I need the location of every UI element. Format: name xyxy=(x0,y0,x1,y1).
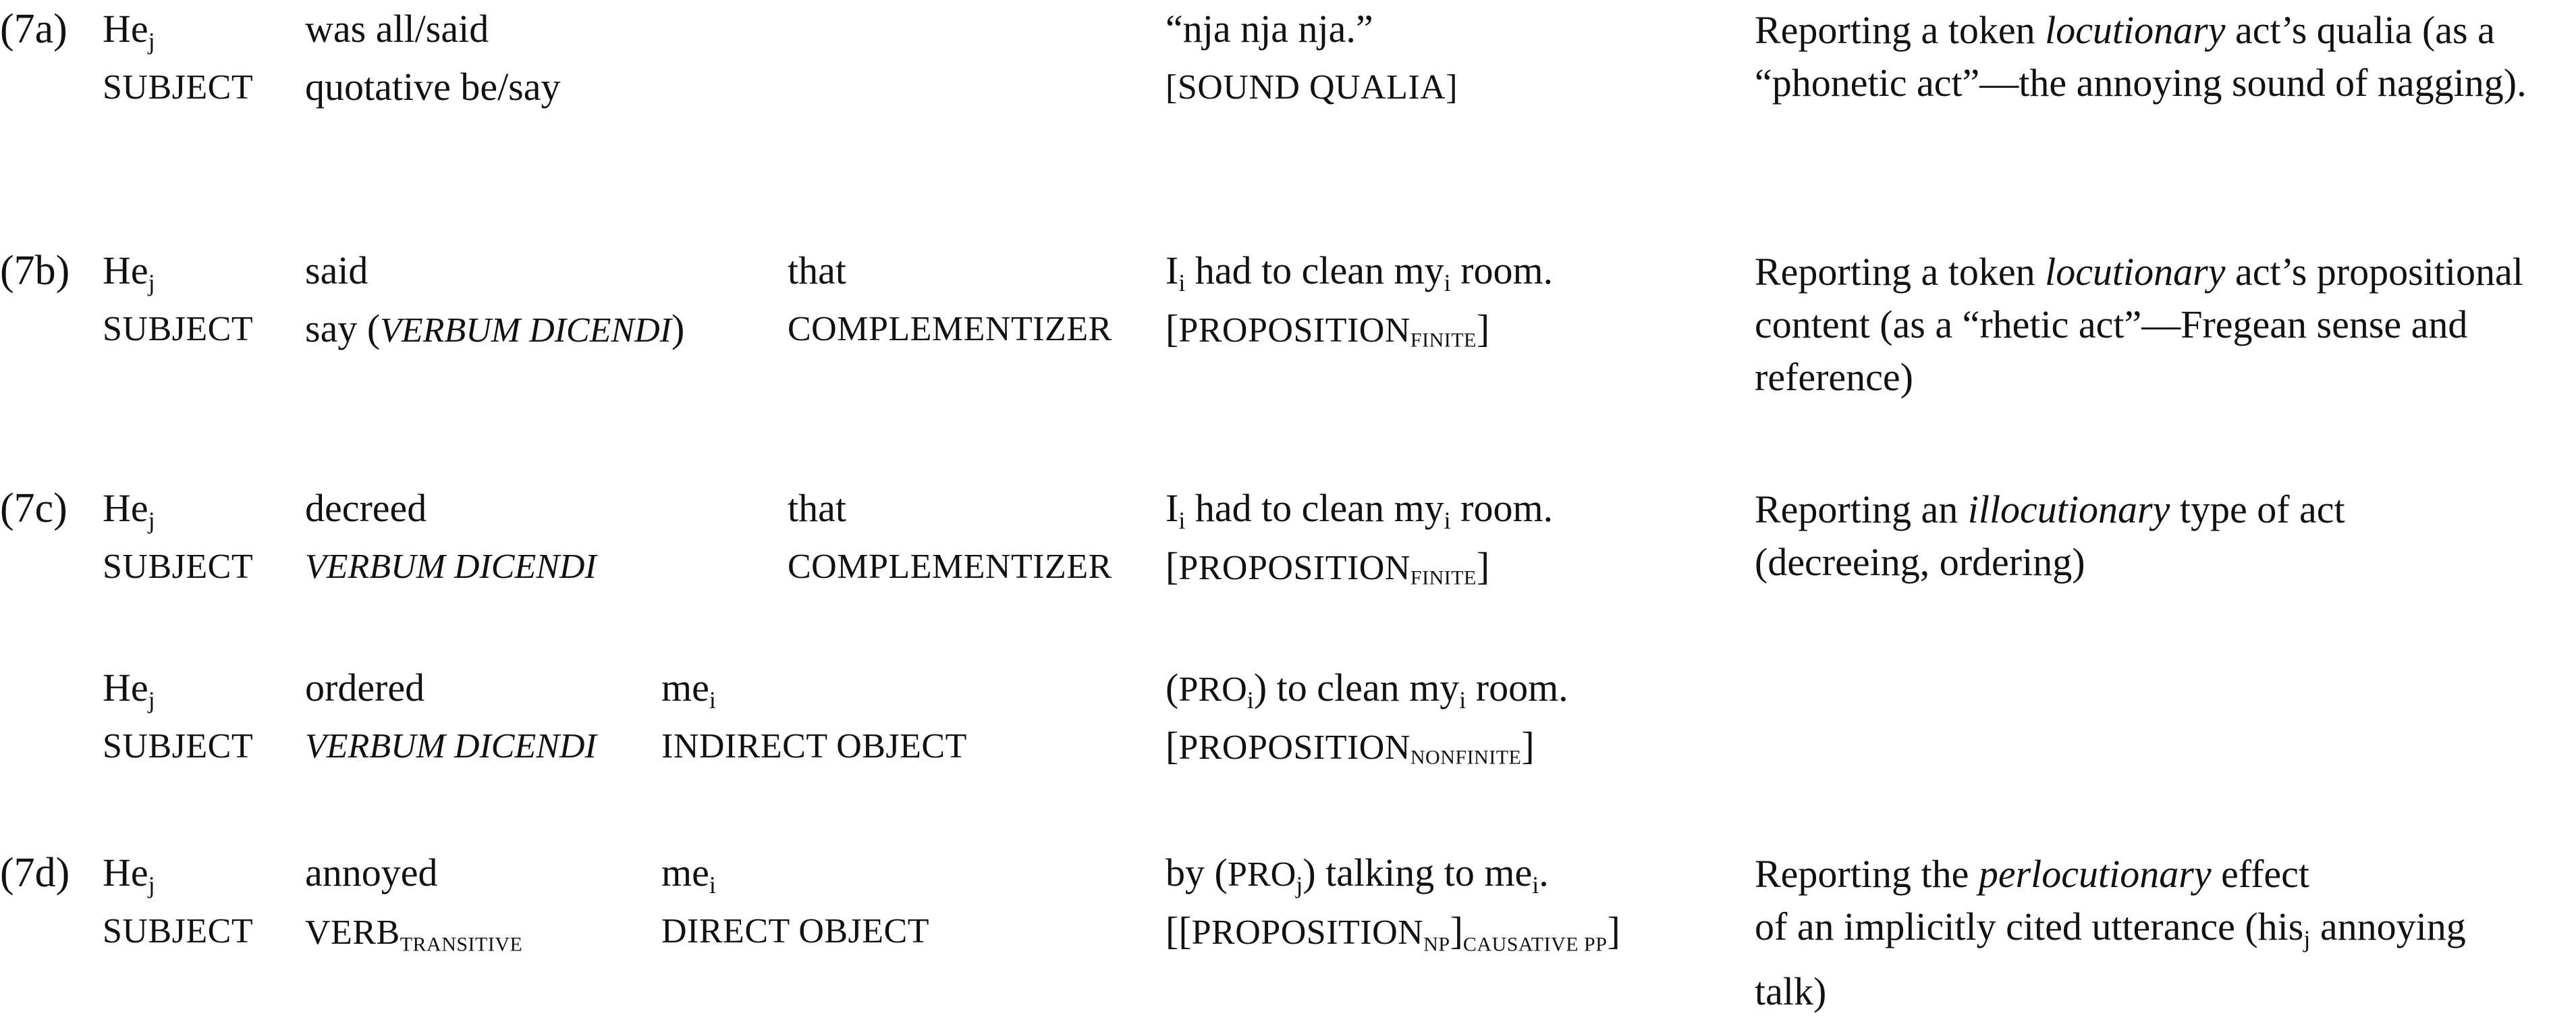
comment-7c xyxy=(1755,483,2497,589)
quote-text: “nja nja nja.” xyxy=(1166,7,1373,51)
prop-part: room. xyxy=(1450,248,1554,292)
gloss-verb xyxy=(305,911,522,955)
gloss-proposition xyxy=(1166,726,1535,768)
bracket: ] xyxy=(1607,909,1620,953)
prop-part: I xyxy=(1166,248,1179,292)
gloss-subject: SUBJECT xyxy=(103,68,254,107)
comment-emphasis: locutionary xyxy=(2045,250,2226,294)
comment-text: Reporting an xyxy=(1755,487,1968,531)
gloss-proposition xyxy=(1166,306,1490,352)
subject-index: j xyxy=(148,871,155,899)
bracket: [ xyxy=(1166,544,1179,588)
prop-part: ( xyxy=(1166,666,1179,709)
bracket: ] xyxy=(1521,724,1535,768)
comment-text: annoying xyxy=(2310,905,2466,948)
gloss-subscript: CAUSATIVE PP xyxy=(1462,933,1608,956)
gloss-verb: VERBUM DICENDI xyxy=(305,547,597,586)
gloss-object: DIRECT OBJECT xyxy=(661,912,930,950)
subject-word xyxy=(103,668,155,713)
bracket: ] xyxy=(1450,909,1463,953)
prop-index: i xyxy=(1178,506,1186,534)
gloss-subscript: NP xyxy=(1423,933,1450,956)
subject-index: j xyxy=(148,506,155,534)
comment-text: effect xyxy=(2211,852,2309,896)
prop-part: had to clean my xyxy=(1185,248,1444,292)
bracket: ] xyxy=(1476,544,1490,588)
gloss-complementizer: COMPLEMENTIZER xyxy=(788,547,1112,586)
pro-element: PRO xyxy=(1178,670,1247,709)
subject-word xyxy=(103,9,155,54)
gloss-object: INDIRECT OBJECT xyxy=(661,727,967,766)
bracket: [ xyxy=(1166,306,1179,350)
gloss-part: ) xyxy=(671,306,685,350)
gloss-subject: SUBJECT xyxy=(103,912,254,950)
comment-index: j xyxy=(2303,925,2311,953)
comment-emphasis: locutionary xyxy=(2045,8,2226,52)
subject-text: He xyxy=(103,666,148,709)
prop-index: i xyxy=(1532,871,1539,899)
prop-part: I xyxy=(1166,486,1179,530)
verb-word: annoyed xyxy=(305,851,438,894)
gloss-part: PROPOSITION xyxy=(1178,728,1410,767)
gloss-verb xyxy=(305,306,685,350)
verb-word: said xyxy=(305,248,368,292)
verb-word: was all/said xyxy=(305,7,489,51)
bracket: ] xyxy=(1476,306,1490,350)
prop-index: i xyxy=(1459,686,1467,714)
prop-part: had to clean my xyxy=(1185,486,1444,530)
prop-part: by ( xyxy=(1166,851,1228,894)
pro-element: PRO xyxy=(1227,855,1296,894)
gloss-subject: SUBJECT xyxy=(103,547,254,586)
gloss-part: VERB xyxy=(305,913,400,952)
proposition-text xyxy=(1166,248,1554,296)
prop-part: ) to clean my xyxy=(1253,666,1460,709)
comment-line xyxy=(1755,848,2466,901)
gloss-verb: quotative be/say xyxy=(305,65,561,109)
comment-line xyxy=(1755,901,2466,965)
subject-word xyxy=(103,853,155,898)
gloss-complementizer: COMPLEMENTIZER xyxy=(788,310,1112,348)
complementizer-word: that xyxy=(788,486,846,530)
comment-text: act’s propositional content (as a “rhetic act”—Fregean sense and reference) xyxy=(1755,250,2523,399)
comment-text: act’s qualia (as a “phonetic act”—the annoying sound of nagging). xyxy=(1755,8,2527,105)
gloss-subscript: TRANSITIVE xyxy=(400,933,523,956)
bracket: [ xyxy=(1166,724,1179,768)
subject-word xyxy=(103,248,155,296)
gloss-subject: SUBJECT xyxy=(103,310,254,348)
example-label: (7a) xyxy=(0,6,67,52)
bracket: [[ xyxy=(1166,909,1192,953)
subject-text: He xyxy=(103,486,148,530)
subject-index: j xyxy=(148,686,155,714)
gloss-verb: VERBUM DICENDI xyxy=(305,727,597,766)
proposition-text xyxy=(1166,853,1549,898)
comment-emphasis: perlocutionary xyxy=(1978,852,2212,896)
prop-part: ) talking to me xyxy=(1303,851,1533,894)
subject-text: He xyxy=(103,851,148,894)
object-word xyxy=(661,668,716,713)
gloss-quote: [SOUND QUALIA] xyxy=(1166,68,1458,107)
prop-index: i xyxy=(1444,506,1451,534)
comment-text: Reporting a token xyxy=(1755,8,2046,52)
gloss-proposition xyxy=(1166,911,1620,955)
gloss-subject: SUBJECT xyxy=(103,727,254,766)
comment-7d xyxy=(1755,848,2466,1018)
gloss-subscript: FINITE xyxy=(1410,329,1477,352)
prop-part: room. xyxy=(1450,486,1554,530)
complementizer-word: that xyxy=(788,248,846,292)
prop-index: i xyxy=(1246,686,1254,714)
prop-index: i xyxy=(1444,269,1451,296)
comment-7b xyxy=(1755,246,2576,404)
gloss-part: PROPOSITION xyxy=(1178,549,1410,587)
subject-text: He xyxy=(103,248,148,292)
object-index: i xyxy=(709,871,716,899)
gloss-subscript: FINITE xyxy=(1410,566,1477,589)
prop-part: room. xyxy=(1466,666,1568,709)
comment-text: Reporting the xyxy=(1755,852,1979,896)
object-word xyxy=(661,853,716,898)
gloss-part: say ( xyxy=(305,306,381,350)
gloss-part: PROPOSITION xyxy=(1191,913,1424,952)
comment-emphasis: illocutionary xyxy=(1967,487,2170,531)
example-label: (7d) xyxy=(0,850,70,896)
subject-text: He xyxy=(103,7,148,51)
gloss-proposition xyxy=(1166,544,1490,589)
comment-text: type of act (decreeing, ordering) xyxy=(1755,487,2345,584)
subject-index: j xyxy=(148,27,155,55)
object-text: me xyxy=(661,851,709,894)
example-label: (7c) xyxy=(0,485,67,531)
verb-word: ordered xyxy=(305,666,425,709)
object-index: i xyxy=(709,686,716,714)
proposition-text xyxy=(1166,486,1554,534)
comment-text: Reporting a token xyxy=(1755,250,2046,294)
comment-line xyxy=(1755,965,2466,1018)
prop-index: i xyxy=(1178,269,1186,296)
gloss-emphasis: VERBUM DICENDI xyxy=(380,311,672,350)
subject-word xyxy=(103,486,155,534)
prop-part: . xyxy=(1539,851,1549,894)
comment-7a xyxy=(1755,4,2576,109)
comment-text: talk) xyxy=(1755,969,1827,1013)
gloss-part: PROPOSITION xyxy=(1178,311,1410,350)
subject-index: j xyxy=(148,269,155,296)
proposition-text xyxy=(1166,668,1568,713)
verb-word: decreed xyxy=(305,486,427,530)
prop-index: j xyxy=(1296,871,1303,899)
comment-text: of an implicitly cited utterance (his xyxy=(1755,905,2304,948)
object-text: me xyxy=(661,666,709,709)
gloss-subscript: NONFINITE xyxy=(1410,746,1522,769)
example-label: (7b) xyxy=(0,248,70,294)
